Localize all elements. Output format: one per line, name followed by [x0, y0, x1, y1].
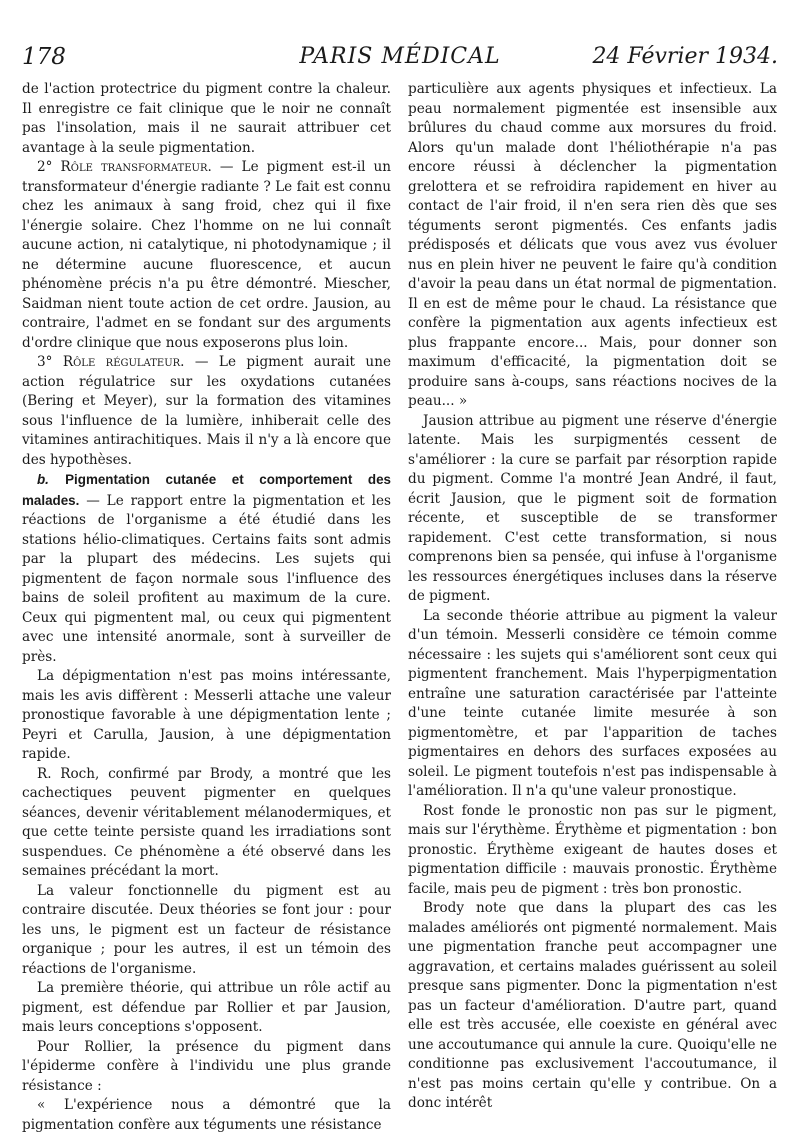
paragraph: La seconde théorie attribue au pigment la valeur d'un témoin. Messerli considère ce témoin comme nécessaire : les sujets qui s'améliorent sont ceux qui pigmentent franchement. Mais l'hyperpigmentation entraîne une saturation caractérisée par l'atteinte d'une teinte cutanée limite mesurée à son pigmentomètre, et par l'apparition de taches pigmentaires en dehors des surfaces exposées au soleil. Le pigment toutefois n'est pas indispensable à l'amélioration. Il n'a qu'une valeur pronostique. — [408, 607, 777, 799]
page-number: 178 — [22, 44, 66, 70]
right-column — [408, 80, 777, 1114]
paragraph-text: — Le rapport entre la pigmentation et les réactions de l'organisme a été étudié dans les stations hélio-climatiques. Certains faits sont admis par la plupart des médecins. Les sujets qui pigmentent de façon normale sous l'influence des bains de soleil profitent au maximum de la cure. Ceux qui pigmentent mal, ou ceux qui pigmentent avec une intensité anormale, sont à surveiller de près. — [22, 492, 391, 665]
page-header — [22, 44, 778, 80]
paragraph: Rost fonde le pronostic non pas sur le pigment, mais sur l'érythème. Érythème et pigmentation : bon pronostic. Érythème exigeant de hautes doses et pigmentation difficile : mauvais pronostic. Érythème facile, mais peu de pigment : très bon pronostic. — [408, 802, 777, 897]
section-label: 3° Rôle régulateur. — [37, 354, 185, 370]
paragraph: « L'expérience nous a démontré que la pigmentation confère aux téguments une résistance — [22, 1097, 391, 1133]
paragraph — [22, 158, 391, 353]
paragraph-text: — Le pigment aurait une action régulatrice sur les oxydations cutanées (Bering et Meyer), sur la formation des vitamines sous l'influence de la lumière, inhiberait celle des vitamines antirachitiques. Mais il n'y a là encore que des hypothèses. — [22, 354, 391, 468]
paragraph: La première théorie, qui attribue un rôle actif au pigment, est défendue par Rollier et par Jausion, mais leurs conceptions s'opposent. — [22, 980, 391, 1035]
paragraph-text: — Le pigment est-il un transformateur d'énergie radiante ? Le fait est connu chez les animaux à sang froid, chez qui il fixe l'énergie solaire. Chez l'homme on ne lui connaît aucune action, ni catalytique, ni photodynamique ; il ne détermine aucune fluorescence, et aucun phénomène précis n'a pu être démontré. Miescher, Saidman nient toute action de cet ordre. Jausion, au contraire, l'admet en se fondant sur des arguments d'ordre clinique que nous exposerons plus loin. — [22, 159, 391, 351]
paragraph: de l'action protectrice du pigment contre la chaleur. Il enregistre ce fait clinique que le noir ne connaît pas l'insolation, mais il ne saurait attribuer cet avantage à la seule pigmentation. — [22, 81, 391, 156]
paragraph: La valeur fonctionnelle du pigment est au contraire discutée. Deux théories se font jour : pour les uns, le pigment est un facteur de résistance organique ; pour les autres, il est un témoin des réactions de l'organisme. — [22, 882, 391, 977]
paragraph — [22, 353, 391, 470]
paragraph — [22, 470, 391, 667]
journal-title: PARIS MÉDICAL — [299, 44, 501, 69]
paragraph: Brody note que dans la plupart des cas les malades améliorés ont pigmenté normalement. Mais une pigmentation franche peut accompagner une aggravation, et certains malades guérissent au soleil presque sans pigmenter. Donc la pigmentation n'est pas un facteur d'amélioration. D'autre part, quand elle est très accusée, elle coexiste en général avec une accoutumance qui annule la cure. Quoiqu'elle ne conditionne pas exclusivement l'accoutumance, il n'est pas moins certain qu'elle y contribue. On a donc intérêt — [408, 900, 777, 1111]
paragraph: particulière aux agents physiques et infectieux. La peau normalement pigmentée est insensible aux brûlures du chaud comme aux morsures du froid. Alors qu'un malade dont l'héliothérapie n'a pas encore réussi à déclencher la pigmentation grelottera et se refroidira rapidement en hiver au contact de l'air froid, il n'en sera rien dès que ses téguments seront pigmentés. Ces enfants jadis prédisposés et délicats que vous avez vus évoluer nus en plein hiver ne peuvent le faire qu'à condition d'avoir la peau dans un état normal de pigmentation. Il en est de même pour le chaud. La résistance que confère la pigmentation aux agents infectieux est plus frappante encore... Mais, pour donner son maximum d'efficacité, la pigmentation doit se produire sans à-coups, sans réactions nocives de la peau... » — [408, 81, 777, 409]
section-heading: Pigmentation cutanée et comportement des malades. — [22, 472, 391, 508]
issue-date: 24 Février 1934. — [592, 44, 778, 69]
paragraph: La dépigmentation n'est pas moins intéressante, mais les avis diffèrent : Messerli attache une valeur pronostique favorable à une dépigmentation lente ; Peyri et Carulla, Jausion, à une dépigmentation rapide. — [22, 668, 391, 762]
section-letter: b. — [37, 472, 49, 487]
paragraph: Jausion attribue au pigment une réserve d'énergie latente. Mais les surpigmentés cessent de s'améliorer : la cure se parfait par résorption rapide du pigment. Comme l'a montré Jean André, il faut, écrit Jausion, que le pigment soit de formation récente, et susceptible de se transformer rapidement. C'est cette transformation, si nous comprenons bien sa pensée, qui infuse à l'organisme les ressources énergétiques incluses dans la réserve de pigment. — [408, 412, 777, 604]
section-label: 2° Rôle transformateur. — [37, 159, 212, 175]
paragraph: R. Roch, confirmé par Brody, a montré que les cachectiques peuvent pigmenter en quelques séances, devenir véritablement mélanodermiques, et que cette teinte persiste quand les irradiations sont suspendues. Ce phénomène a été observé dans les semaines précédant la mort. — [22, 765, 391, 879]
left-column — [22, 80, 391, 1135]
paragraph: Pour Rollier, la présence du pigment dans l'épiderme confère à l'individu une plus grande résistance : — [22, 1038, 391, 1094]
